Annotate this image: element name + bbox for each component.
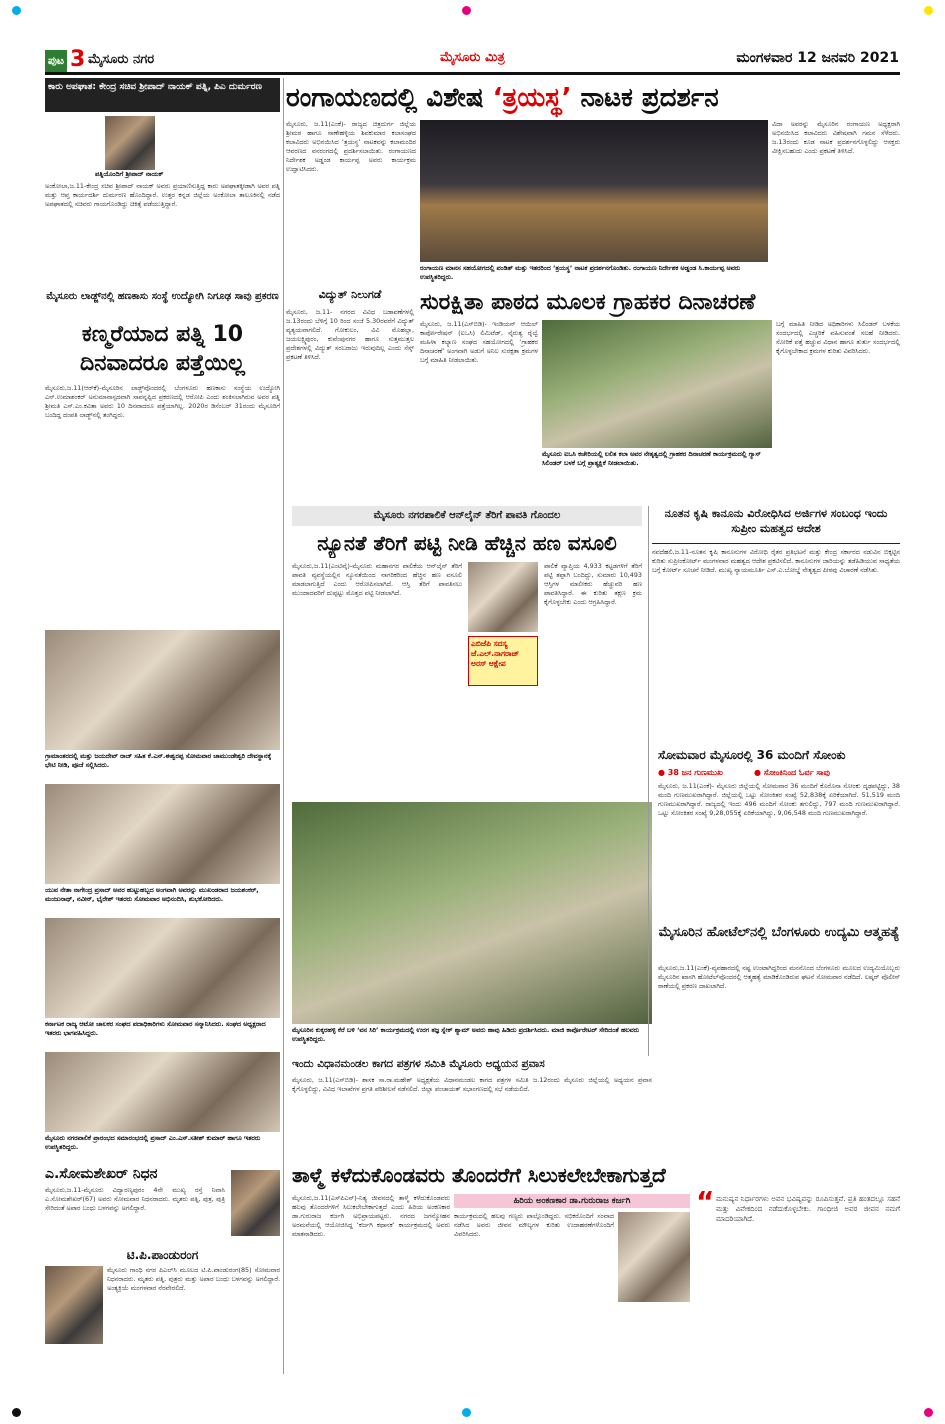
registration-mark-black <box>12 1408 21 1417</box>
obituary-photo <box>231 1170 280 1236</box>
patience-headline: ತಾಳ್ಮೆ ಕಳೆದುಕೊಂಡವರು ತೊಂದರೆಗೆ ಸಿಲುಕಲೇಬೇಕಾಗುತ್ತದೆ <box>292 1163 666 1187</box>
registration-mark-cyan-2 <box>462 1408 471 1417</box>
story-headline: ಕಾರು ಅಪಘಾತ: ಕೇಂದ್ರ ಸಚಿವ ಶ್ರೀಪಾದ್ ನಾಯಕ್ ಪತ್ನಿ, ಪಿಎ ದುರ್ಮರಣ <box>45 78 280 112</box>
headline-pre: ರಂಗಾಯಣದಲ್ಲಿ ವಿಶೇಷ <box>286 83 493 113</box>
registration-mark-cyan <box>12 6 21 15</box>
masthead: ಮೈಸೂರು ಮಿತ್ರ <box>440 50 505 65</box>
issue-date: ಮಂಗಳವಾರ 12 ಜನವರಿ 2021 <box>736 50 899 66</box>
naik-photo-caption: ಪತ್ನಿಯೊಂದಿಗೆ ಶ್ರೀಪಾದ್ ನಾಯಕ್ <box>95 170 164 178</box>
registration-mark-magenta <box>462 6 471 15</box>
column-rule <box>648 506 649 1056</box>
photo-group-caption: ಕರ್ನಾಟಕ ರಾಜ್ಯ ಆಟೋ ಚಾಲಕರ ಸಂಘದ ಪದಾಧಿಕಾರಿಗಳು ಸೋಮವಾರ ಸನ್ಮಾನಿಸಿದರು. ಸಂಘದ ಅಧ್ಯಕ್ಷರಾದ ಇತರರು ಭಾಗವಹಿಸಿದ್ದರು. <box>45 1020 266 1037</box>
vidyut-body: ಮೈಸೂರು, ಜ.11- ನಗರದ ವಿವಿಧ ಬಡಾವಣೆಗಳಲ್ಲಿ ಜ.13ರಂದು ಬೆಳಿಗ್ಗೆ 10 ರಿಂದ ಸಂಜೆ 5.30ರವರೆಗೆ ವಿದ್ಯುತ್ ವ್ಯತ್ಯಯವಾಗಲಿದೆ. ಗೋಕುಲಂ, ವಿವಿ ಮೊಹಲ್ಲಾ, ಜಯಲಕ್ಷ್ಮಿಪುರಂ, ಕುವೆಂಪುನಗರ ಹಾಗೂ ಸುತ್ತಮುತ್ತಲ ಪ್ರದೇಶಗಳಲ್ಲಿ ವಿದ್ಯುತ್ ಸರಬರಾಜು ಇರುವುದಿಲ್ಲ ಎಂದು ಸೆಸ್ಕ್ ಪ್ರಕಟಣೆ ತಿಳಿಸಿದೆ. <box>286 308 414 361</box>
snake-photo <box>292 802 652 1024</box>
trayastha-headline <box>286 78 900 118</box>
photo-temple <box>45 630 280 750</box>
consumer-body-right: ಬಗ್ಗೆ ಮಾಹಿತಿ ನೀಡಿದ ಅಧಿಕಾರಿಗಳು ಸಿಲಿಂಡರ್ ಬಳಕೆಯ ಸಂದರ್ಭದಲ್ಲಿ ಎಚ್ಚರಿಕೆ ವಹಿಸುವಂತೆ ಸಲಹೆ ನೀಡಿದರು. ಸೋರಿಕೆ ಪತ್ತೆ ಹಚ್ಚುವ ವಿಧಾನ ಹಾಗೂ ತುರ್ತು ಸಂದರ್ಭದಲ್ಲಿ ಕೈಗೊಳ್ಳಬೇಕಾದ ಕ್ರಮಗಳ ಕುರಿತು ವಿವರಿಸಿದರು. <box>776 320 900 355</box>
karjagi-photo <box>618 1212 690 1302</box>
tender-photo <box>468 562 538 632</box>
obituary-pandurang <box>45 1248 280 1373</box>
photo-felicitation <box>45 784 280 884</box>
patience-body: ಮೈಸೂರು,ಜ.11(ಎಸ್‌ಪಿಎನ್)-ನಿತ್ಯ ಜೀವನದಲ್ಲಿ ತಾಳ್ಮೆ ಕಳೆದುಕೊಂಡವರು ಹಲವು ತೊಂದರೆಗಳಿಗೆ ಸಿಲುಕಲೇಬೇಕಾಗುತ್ತದೆ ಎಂದು ಹಿರಿಯ ಅಂಕಣಕಾರ ಡಾ.ಗುರುರಾಜ ಕರ್ಜಗಿ ಅಭಿಪ್ರಾಯಪಟ್ಟರು. ನಗರದ ಜಗನ್ಮೋಹನ ಅರಮನೆಯಲ್ಲಿ ಆಯೋಜಿಸಿದ್ದ ‘ಕರ್ಜಗಿ ಕಥಾನಕ’ ಕಾರ್ಯಕ್ರಮದಲ್ಲಿ ಅವರು ಮಾತನಾಡಿದರು. <box>292 1194 450 1238</box>
obituary-body: ಮೈಸೂರು,ಜ.11-ಮೈಸೂರು ವಿದ್ಯಾರಣ್ಯಪುರಂ 4ನೇ ಮುಖ್ಯ ರಸ್ತೆ ನಿವಾಸಿ ಎ.ಸೋಮಶೇಖರ್(67) ಅವರು ಸೋಮವಾರ ನಿಧನರಾದರು. ಮೃತರು ಪತ್ನಿ, ಪುತ್ರ, ಪುತ್ರಿ ಸೇರಿದಂತೆ ಅಪಾರ ಬಂಧು ಬಳಗವನ್ನು ಅಗಲಿದ್ದಾರೆ. <box>45 1186 225 1212</box>
trayastha-body-right: ವಿದಾ ಅವರನ್ನು ಮೈಸೂರಿನ ರಂಗಾಯಣ ಅಧ್ಯಕ್ಷರಾಗಿ ಅಭಿನಯಿಸಿದ ಕಲಾವಿದರು ವಿಶೇಷವಾಗಿ ಗಮನ ಸೆಳೆದರು. ಜ.13ರಂದು ಕೂಡ ನಾಟಕ ಪ್ರದರ್ಶನಗೊಳ್ಳಲಿದ್ದು ಆಸಕ್ತರು ವೀಕ್ಷಿಸಬಹುದು ಎಂದು ಪ್ರಕಟಣೆ ತಿಳಿಸಿದೆ. <box>772 120 900 155</box>
section-title: ಮೈಸೂರು ನಗರ <box>88 52 155 67</box>
story-headline: ಮೈಸೂರಿನ ಹೋಟೆಲ್‌ನಲ್ಲಿ ಬೆಂಗಳೂರು ಉದ್ಯಮಿ ಆತ್ಮಹತ್ಯೆ <box>658 925 900 940</box>
photo-group <box>45 918 280 1018</box>
story-headline: ಕಣ್ಮರೆಯಾದ ಪತ್ನಿ 10 ದಿನವಾದರೂ ಪತ್ತೆಯಿಲ್ಲ <box>80 322 245 376</box>
page-number: 3 <box>70 47 86 72</box>
page-label: ಪುಟ <box>45 50 67 72</box>
vidyut-story <box>286 288 414 498</box>
story-headline: ನೂತನ ಕೃಷಿ ಕಾನೂನು ವಿರೋಧಿಸಿದ ಅರ್ಜಿಗಳ ಸಂಬಂಧ ಇಂದು ಸುಪ್ರೀಂ ಮಹತ್ವದ ಆದೇಶ <box>652 506 900 544</box>
naik-body: ಅಂಕೋಲಾ,ಜ.11-ಕೇಂದ್ರ ಸಚಿವ ಶ್ರೀಪಾದ್ ನಾಯಕ್ ಅವರು ಪ್ರಯಾಣಿಸುತ್ತಿದ್ದ ಕಾರು ಅಪಘಾತಕ್ಕೀಡಾಗಿ ಅವರ ಪತ್ನಿ ಮತ್ತು ಆಪ್ತ ಕಾರ್ಯದರ್ಶಿ ದುರ್ಮರಣ ಹೊಂದಿದ್ದಾರೆ. ಉತ್ತರ ಕನ್ನಡ ಜಿಲ್ಲೆಯ ಅಂಕೋಲಾ ತಾಲೂಕಿನಲ್ಲಿ ನಡೆದ ಅಪಘಾತದಲ್ಲಿ ಸಚಿವರು ಗಾಯಗೊಂಡಿದ್ದು ಚಿಕಿತ್ಸೆ ಪಡೆಯುತ್ತಿದ್ದಾರೆ. <box>45 182 280 208</box>
consumer-body: ಮೈಸೂರು, ಜ.11(ಎಸ್‌ಬಿಡಿ)- ಇಂಡಿಯನ್ ಆಯಿಲ್ ಕಾರ್ಪೋರೇಷನ್ (ಐಒಸಿ) ಲಿಮಿಟೆಡ್, ನೈರುತ್ಯ ರೈಲ್ವೆ ಮಹಿಳಾ ಕಲ್ಯಾಣ ಸಂಘದ ಸಹಯೋಗದಲ್ಲಿ ‘ಗ್ರಾಹಕರ ದಿನಾಚರಣೆ’ ಅಂಗವಾಗಿ ಅಡುಗೆ ಅನಿಲ ಸುರಕ್ಷತಾ ಕ್ರಮಗಳ ಬಗ್ಗೆ ಮಾಹಿತಿ ನೀಡಲಾಯಿತು. <box>420 320 538 364</box>
headline-post: ನಾಟಕ ಪ್ರದರ್ಶನ <box>571 83 719 113</box>
naik-photo <box>105 116 155 170</box>
tender-callout: ಎಬಿಜೆಪಿ ಸದಸ್ಯ ಜೆ.ಎಲ್.ನಾಗರಾಜ್ ಅರಸ್ ಆಕ್ಷೇಪ <box>468 636 538 686</box>
patience-quote: ಮನುಷ್ಯನ ನಿರ್ಧಾರಗಳು ಅವನ ಭವಿಷ್ಯವನ್ನು ರೂಪಿಸುತ್ತವೆ. ಪ್ರತಿ ಹಂತದಲ್ಲೂ ಸಹನೆ ಮತ್ತು ವಿವೇಕದಿಂದ ನಡೆದುಕೊಳ್ಳಬೇಕು. ಗಾಂಧೀಜಿ ಅವರ ಜೀವನ ನಮಗೆ ಮಾದರಿಯಾಗಿದೆ. <box>716 1195 900 1223</box>
quote-mark-icon: “ <box>696 1185 715 1218</box>
consumer-photo-caption: ಮೈಸೂರು ಐಒಸಿ ಕಚೇರಿಯಲ್ಲಿ ಲಲಿತ ಕಲಾ ಅವರ ನೇತೃತ್ವದಲ್ಲಿ ಗ್ರಾಹಕರ ದಿನಾಚರಣೆ ಕಾರ್ಯಕ್ರಮದಲ್ಲಿ ಗ್ಯಾಸ್ ಸಿಲಿಂಡರ್ ಬಳಕೆ ಬಗ್ಗೆ ಪ್ರಾತ್ಯಕ್ಷಿಕೆ ನೀಡಲಾಯಿತು. <box>542 450 761 467</box>
header-rule <box>45 72 900 75</box>
tender-story <box>292 506 642 796</box>
photo-office <box>45 1052 280 1132</box>
hotel-body: ಮೈಸೂರು,ಜ.11(ಎಂಕೆ)-ವ್ಯವಹಾರದಲ್ಲಿ ನಷ್ಟ ಉಂಟಾಗಿದ್ದರಿಂದ ಮನನೊಂದ ಬೆಂಗಳೂರು ಮೂಲದ ಉದ್ಯಮಿಯೊಬ್ಬರು ಮೈಸೂರಿನ ಖಾಸಗಿ ಹೋಟೆಲ್‌ವೊಂದರಲ್ಲಿ ಆತ್ಮಹತ್ಯೆ ಮಾಡಿಕೊಂಡಿರುವ ಘಟನೆ ಸೋಮವಾರ ನಡೆದಿದೆ. ಲಷ್ಕರ್ ಪೊಲೀಸ್ ಠಾಣೆಯಲ್ಲಿ ಪ್ರಕರಣ ದಾಖಲಾಗಿದೆ. <box>658 964 900 990</box>
story-kicker: ಮೈಸೂರು ನಗರಪಾಲಿಕೆ ಆನ್‌ಲೈನ್ ತೆರಿಗೆ ಪಾವತಿ ಗೊಂದಲ <box>292 506 642 526</box>
consumer-headline: ಸುರಕ್ಷಿತಾ ಪಾಠದ ಮೂಲಕ ಗ್ರಾಹಕರ ದಿನಾಚರಣೆ <box>420 290 756 315</box>
story-headline: ನ್ಯೂನತೆ ತೆರಿಗೆ ಪಟ್ಟಿ ನೀಡಿ ಹೆಚ್ಚಿನ ಹಣ ವಸೂಲಿ <box>317 531 617 555</box>
covid-sub-recovered: ● 38 ಜನ ಗುಣಮುಖ <box>658 768 723 777</box>
trayastha-photo <box>420 120 768 262</box>
tender-body: ಮೈಸೂರು,ಜ.11(ಎಂಟಿವೈ)-ಮೈಸೂರು ಮಹಾನಗರ ಪಾಲಿಕೆಯ ಆನ್‌ಲೈನ್ ತೆರಿಗೆ ಪಾವತಿ ವ್ಯವಸ್ಥೆಯಲ್ಲಿನ ನ್ಯೂನತೆಯಿಂದ ನಾಗರಿಕರಿಂದ ಹೆಚ್ಚಿನ ಹಣ ವಸೂಲಿ ಮಾಡಲಾಗುತ್ತಿದೆ ಎಂದು ಆರೋಪಿಸಲಾಗಿದೆ. ಆಸ್ತಿ ತೆರಿಗೆ ಪಾವತಿಸಲು ಮುಂದಾದವರಿಗೆ ದುಪ್ಪಟ್ಟು ಮೊತ್ತದ ಪಟ್ಟಿ ನೀಡಲಾಗಿದೆ. <box>292 562 462 597</box>
covid-body: ಮೈಸೂರು, ಜ.11(ಎಂಕೆ)- ಮೈಸೂರು ಜಿಲ್ಲೆಯಲ್ಲಿ ಸೋಮವಾರ 36 ಮಂದಿಗೆ ಕೊರೊನಾ ಸೋಂಕು ದೃಢಪಟ್ಟಿದ್ದು, 38 ಮಂದಿ ಗುಣಮುಖರಾಗಿದ್ದಾರೆ. ಜಿಲ್ಲೆಯಲ್ಲಿ ಒಟ್ಟು ಸೋಂಕಿತರ ಸಂಖ್ಯೆ 52,838ಕ್ಕೆ ಏರಿಕೆಯಾಗಿದೆ. 51,519 ಮಂದಿ ಗುಣಮುಖರಾಗಿದ್ದಾರೆ. ರಾಜ್ಯದಲ್ಲಿ ಇಂದು 496 ಮಂದಿಗೆ ಸೋಂಕು ತಗುಲಿದ್ದು, 797 ಮಂದಿ ಗುಣಮುಖರಾಗಿದ್ದಾರೆ. ಒಟ್ಟು ಸೋಂಕಿತರ ಸಂಖ್ಯೆ 9,28,055ಕ್ಕೆ ಏರಿಕೆಯಾಗಿದ್ದು, 9,06,548 ಮಂದಿ ಗುಣಮುಖರಾಗಿದ್ದಾರೆ. <box>658 782 900 817</box>
obituary-somashekar <box>45 1166 280 1244</box>
photo-felicitation-caption: ಯುವ ನೇತಾ ನಾಗೇಂದ್ರ ಪ್ರಸಾದ್ ಅವರ ಹುಟ್ಟುಹಬ್ಬದ ಅಂಗವಾಗಿ ಅವರನ್ನು ಮುಖಂಡರಾದ ಜಯಶಂಕರ್, ಮಂಜುನಾಥ್, ನವೀನ್, ಭೈರೇಶ್ ಇತರರು ಸೋಮವಾರ ಅಭಿನಂದಿಸಿ, ಶುಭಕೋರಿದರು. <box>45 886 259 903</box>
story-kicker: ಮೈಸೂರು ಲಾಡ್ಜ್‌ನಲ್ಲಿ ಹಣಕಾಸು ಸಂಸ್ಥೆ ಉದ್ಯೋಗಿ ನಿಗೂಢ ಸಾವು ಪ್ರಕರಣ <box>46 291 279 302</box>
consumer-photo <box>542 320 772 448</box>
covid-story <box>658 748 900 918</box>
farm-body: ನವದೆಹಲಿ,ಜ.11-ನೂತನ ಕೃಷಿ ಕಾನೂನುಗಳ ವಿರೋಧಿ ರೈತರ ಪ್ರತಿಭಟನೆ ಮತ್ತು ಕೇಂದ್ರ ಸರ್ಕಾರದ ನಡುವಿನ ಬಿಕ್ಕಟ್ಟಿನ ಕುರಿತು ಸುಪ್ರೀಂಕೋರ್ಟ್ ಮಂಗಳವಾರ ಮಹತ್ವದ ಆದೇಶ ಪ್ರಕಟಿಸಲಿದೆ. ಕಾನೂನುಗಳ ಜಾರಿಯನ್ನು ತಡೆಹಿಡಿಯುವ ಸಾಧ್ಯತೆಯ ಬಗ್ಗೆ ಕೋರ್ಟ್ ಸೂಚನೆ ನೀಡಿದೆ. ಮುಖ್ಯ ನ್ಯಾಯಮೂರ್ತಿ ಎಸ್.ಎ.ಬೋಬ್ಡೆ ನೇತೃತ್ವದ ಪೀಠವು ವಿಚಾರಣೆ ನಡೆಸಿತು. <box>652 548 900 574</box>
farm-story <box>652 506 900 744</box>
hotel-story <box>658 924 900 1064</box>
story-headline: ವಿದ್ಯುತ್ ನಿಲುಗಡೆ <box>318 288 382 301</box>
photo-temple-caption: ಗ್ರಾಮಾಂತರದಲ್ಲಿ ಮತ್ತು ಜಯದೇವ್ ರಾಜ್ ಸಹಿತ ಕೆ.ಎಸ್.ಈಶ್ವರಪ್ಪ ಸೋಮವಾರ ಚಾಮುಂಡೇಶ್ವರಿ ದೇವಸ್ಥಾನಕ್ಕೆ ಭೇಟಿ ನೀಡಿ, ಪೂಜೆ ಸಲ್ಲಿಸಿದರು. <box>45 752 272 769</box>
assembly-story <box>292 1058 652 1154</box>
naik-story <box>45 78 280 285</box>
headline-emphasis: ‘ತ್ರಯಸ್ಥ’ <box>492 83 572 113</box>
patience-body-right: ಕಾರ್ಯಕ್ರಮದಲ್ಲಿ ಹಲವು ಗಣ್ಯರು ಪಾಲ್ಗೊಂಡಿದ್ದರು. ಸಭಿಕರೊಂದಿಗೆ ಸಂವಾದ ನಡೆಸಿದ ಅವರು ಜೀವನ ಮೌಲ್ಯಗಳ ಕುರಿತು ಉದಾಹರಣೆಗಳೊಂದಿಗೆ ವಿವರಿಸಿದರು. <box>454 1212 614 1238</box>
assembly-body: ಮೈಸೂರು, ಜ.11(ಎಸ್‌ಬಿಡಿ)- ಶಾಸಕ ಸಾ.ರಾ.ಮಹೇಶ್ ಅಧ್ಯಕ್ಷತೆಯ ವಿಧಾನಮಂಡಲ ಕಾಗದ ಪತ್ರಗಳ ಸಮಿತಿ ಜ.12ರಂದು ಮೈಸೂರು ಜಿಲ್ಲೆಯಲ್ಲಿ ಅಧ್ಯಯನ ಪ್ರವಾಸ ಕೈಗೊಳ್ಳಲಿದ್ದು, ವಿವಿಧ ಇಲಾಖೆಗಳ ಪ್ರಗತಿ ಪರಿಶೀಲನೆ ನಡೆಸಲಿದೆ. ಜಿಲ್ಲಾ ಪಂಚಾಯತ್ ಸಭಾಂಗಣದಲ್ಲಿ ಸಭೆ ನಡೆಯಲಿದೆ. <box>292 1076 652 1093</box>
registration-mark-magenta-2 <box>924 1408 933 1417</box>
story-headline: ಟಿ.ಪಿ.ಪಾಂಡುರಂಗ <box>126 1248 199 1262</box>
obituary-body: ಮೈಸೂರು ಗಾಂಧಿ ನಗರ ಪಿಎಲ್‌ಸಿ ಮೂಲದ ಟಿ.ಪಿ.ಪಾಂಡುರಂಗ(85) ಸೋಮವಾರ ನಿಧನರಾದರು. ಮೃತರು ಪತ್ನಿ, ಪುತ್ರರು ಮತ್ತು ಅಪಾರ ಬಂಧು ಬಳಗವನ್ನು ಅಗಲಿದ್ದಾರೆ. ಅಂತ್ಯಕ್ರಿಯೆ ಮಂಗಳವಾರ ನೆರವೇರಲಿದೆ. <box>107 1266 280 1292</box>
column-rule <box>283 78 284 1374</box>
trayastha-body-left: ಮೈಸೂರು, ಜ.11(ಎಂಕೆ)- ರಾಜ್ಯದ ಚಿತ್ರದುರ್ಗ ಜಿಲ್ಲೆಯ ಶ್ರೀಮಠ ಹಾಗೂ ಸಾಣೇಹಳ್ಳಿಯ ಶಿವಕುಮಾರ ಕಲಾಸಂಘದ ಕಲಾವಿದರು ಅಭಿನಯಿಸಿದ ‘ತ್ರಯಸ್ಥ’ ನಾಟಕವನ್ನು ಕಲಾಮಂದಿರ ಆವರಣದ ವನರಂಗದಲ್ಲಿ ಪ್ರದರ್ಶಿಸಲಾಯಿತು. ರಂಗಾಯಣದ ನಿರ್ದೇಶಕ ಅಡ್ಡಂಡ ಕಾರ್ಯಪ್ಪ ಅವರು ಕಾರ್ಯಕ್ರಮ ಉದ್ಘಾಟಿಸಿದರು. <box>286 120 416 173</box>
registration-mark-yellow <box>924 6 933 15</box>
patience-kicker: ಹಿರಿಯ ಅಂಕಣಕಾರ ಡಾ.ಗುರುರಾಜ ಕರ್ಜಗಿ <box>454 1194 690 1208</box>
story-headline: ಎ.ಸೋಮಶೇಖರ್ ನಿಧನ <box>45 1166 158 1182</box>
dowry-body: ಮೈಸೂರು,ಜ.11(ಆರ್‌ಕೆ)-ಮೈಸೂರಿನ ಲಾಡ್ಜ್‌ವೊಂದರಲ್ಲಿ ಬೆಂಗಳೂರು ಹಣಕಾಸು ಸಂಸ್ಥೆಯ ಉದ್ಯೋಗಿ ಎನ್.ಉಮಾಶಂಕರ್ ಅನುಮಾನಾಸ್ಪದವಾಗಿ ಸಾವನ್ನಪ್ಪಿದ ಪ್ರಕರಣದಲ್ಲಿ ಆರೋಪಿ ಎಂದು ಶಂಕಿಸಲಾಗಿರುವ ಅವರ ಪತ್ನಿ ಶ್ರೀಮತಿ ಎಸ್.ಎಂ.ಕವಿತಾ ಅವರು 10 ದಿನವಾದರೂ ಪತ್ತೆಯಾಗಿಲ್ಲ. 2020ರ ಡಿಸೆಂಬರ್ 31ರಂದು ಮೈಸೂರಿಗೆ ಬಂದಿದ್ದ ದಂಪತಿ ಲಾಡ್ಜ್‌ನಲ್ಲಿ ತಂಗಿದ್ದರು. <box>45 384 280 419</box>
obituary-photo <box>45 1266 103 1344</box>
story-headline: ಸೋಮವಾರ ಮೈಸೂರಲ್ಲಿ 36 ಮಂದಿಗೆ ಸೋಂಕು <box>658 748 846 762</box>
dowry-story <box>45 290 280 625</box>
photo-office-caption: ಮೈಸೂರು ನಗರಪಾಲಿಕೆ ಪ್ರಾರಂಭದ ಸಮಾರಂಭದಲ್ಲಿ ಪ್ರಸಾದ್ ಎಂ.ಎಸ್.ಸತೀಶ್ ಕುಮಾರ್ ಹಾಗೂ ಇತರರು ಉಪಸ್ಥಿತರಿದ್ದರು. <box>45 1134 261 1151</box>
covid-sub-death: ● ಸೋಂಕಿನಿಂದ ಓರ್ವ ಸಾವು <box>754 768 831 777</box>
story-headline: ಇಂದು ವಿಧಾನಮಂಡಲ ಕಾಗದ ಪತ್ರಗಳ ಸಮಿತಿ ಮೈಸೂರು ಅಧ್ಯಯನ ಪ್ರವಾಸ <box>292 1058 545 1070</box>
tender-body-2: ಪಾಲಿಕೆ ವ್ಯಾಪ್ತಿಯ 4,933 ಕಟ್ಟಡಗಳಿಗೆ ತೆರಿಗೆ ಪಟ್ಟಿ ತಪ್ಪಾಗಿ ಬಂದಿದ್ದು, ಸುಮಾರು 10,493 ಆಸ್ತಿಗಳ ಮಾಲೀಕರು ಹೆಚ್ಚುವರಿ ಹಣ ಪಾವತಿಸಿದ್ದಾರೆ. ಈ ಕುರಿತು ತಕ್ಷಣ ಕ್ರಮ ಕೈಗೊಳ್ಳಬೇಕು ಎಂದು ಆಗ್ರಹಿಸಿದ್ದಾರೆ. <box>544 562 642 606</box>
trayastha-photo-caption: ರಂಗಾಯಣ ಮಾನಸ ಸಹಯೋಗದಲ್ಲಿ ಪಂಡಿತ್ ಮತ್ತು ಇತರರಿಂದ ‘ತ್ರಯಸ್ಥ’ ನಾಟಕ ಪ್ರದರ್ಶನಗೊಂಡಿತು. ರಂಗಾಯಣ ನಿರ್ದೇಶಕ ಅಡ್ಡಂಡ ಸಿ.ಕಾರ್ಯಪ್ಪ ಅವರು ಉಪಸ್ಥಿತರಿದ್ದರು. <box>420 264 741 281</box>
snake-photo-caption: ಮೈಸೂರಿನ ಕುಕ್ಕರಹಳ್ಳಿ ಕೆರೆ ಬಳಿ ‘ವನ ಸಿರಿ’ ಕಾರ್ಯಕ್ರಮದಲ್ಲಿ ಉರಗ ತಜ್ಞ ಸ್ನೇಕ್ ಶ್ಯಾಮ್ ಅವರು ಹಾವು ಹಿಡಿದು ಪ್ರದರ್ಶಿಸಿದರು. ಮಾಜಿ ಕಾರ್ಪೊರೇಟರ್ ಸೇರಿದಂತೆ ಹಲವರು ಉಪಸ್ಥಿತರಿದ್ದರು. <box>292 1026 640 1043</box>
